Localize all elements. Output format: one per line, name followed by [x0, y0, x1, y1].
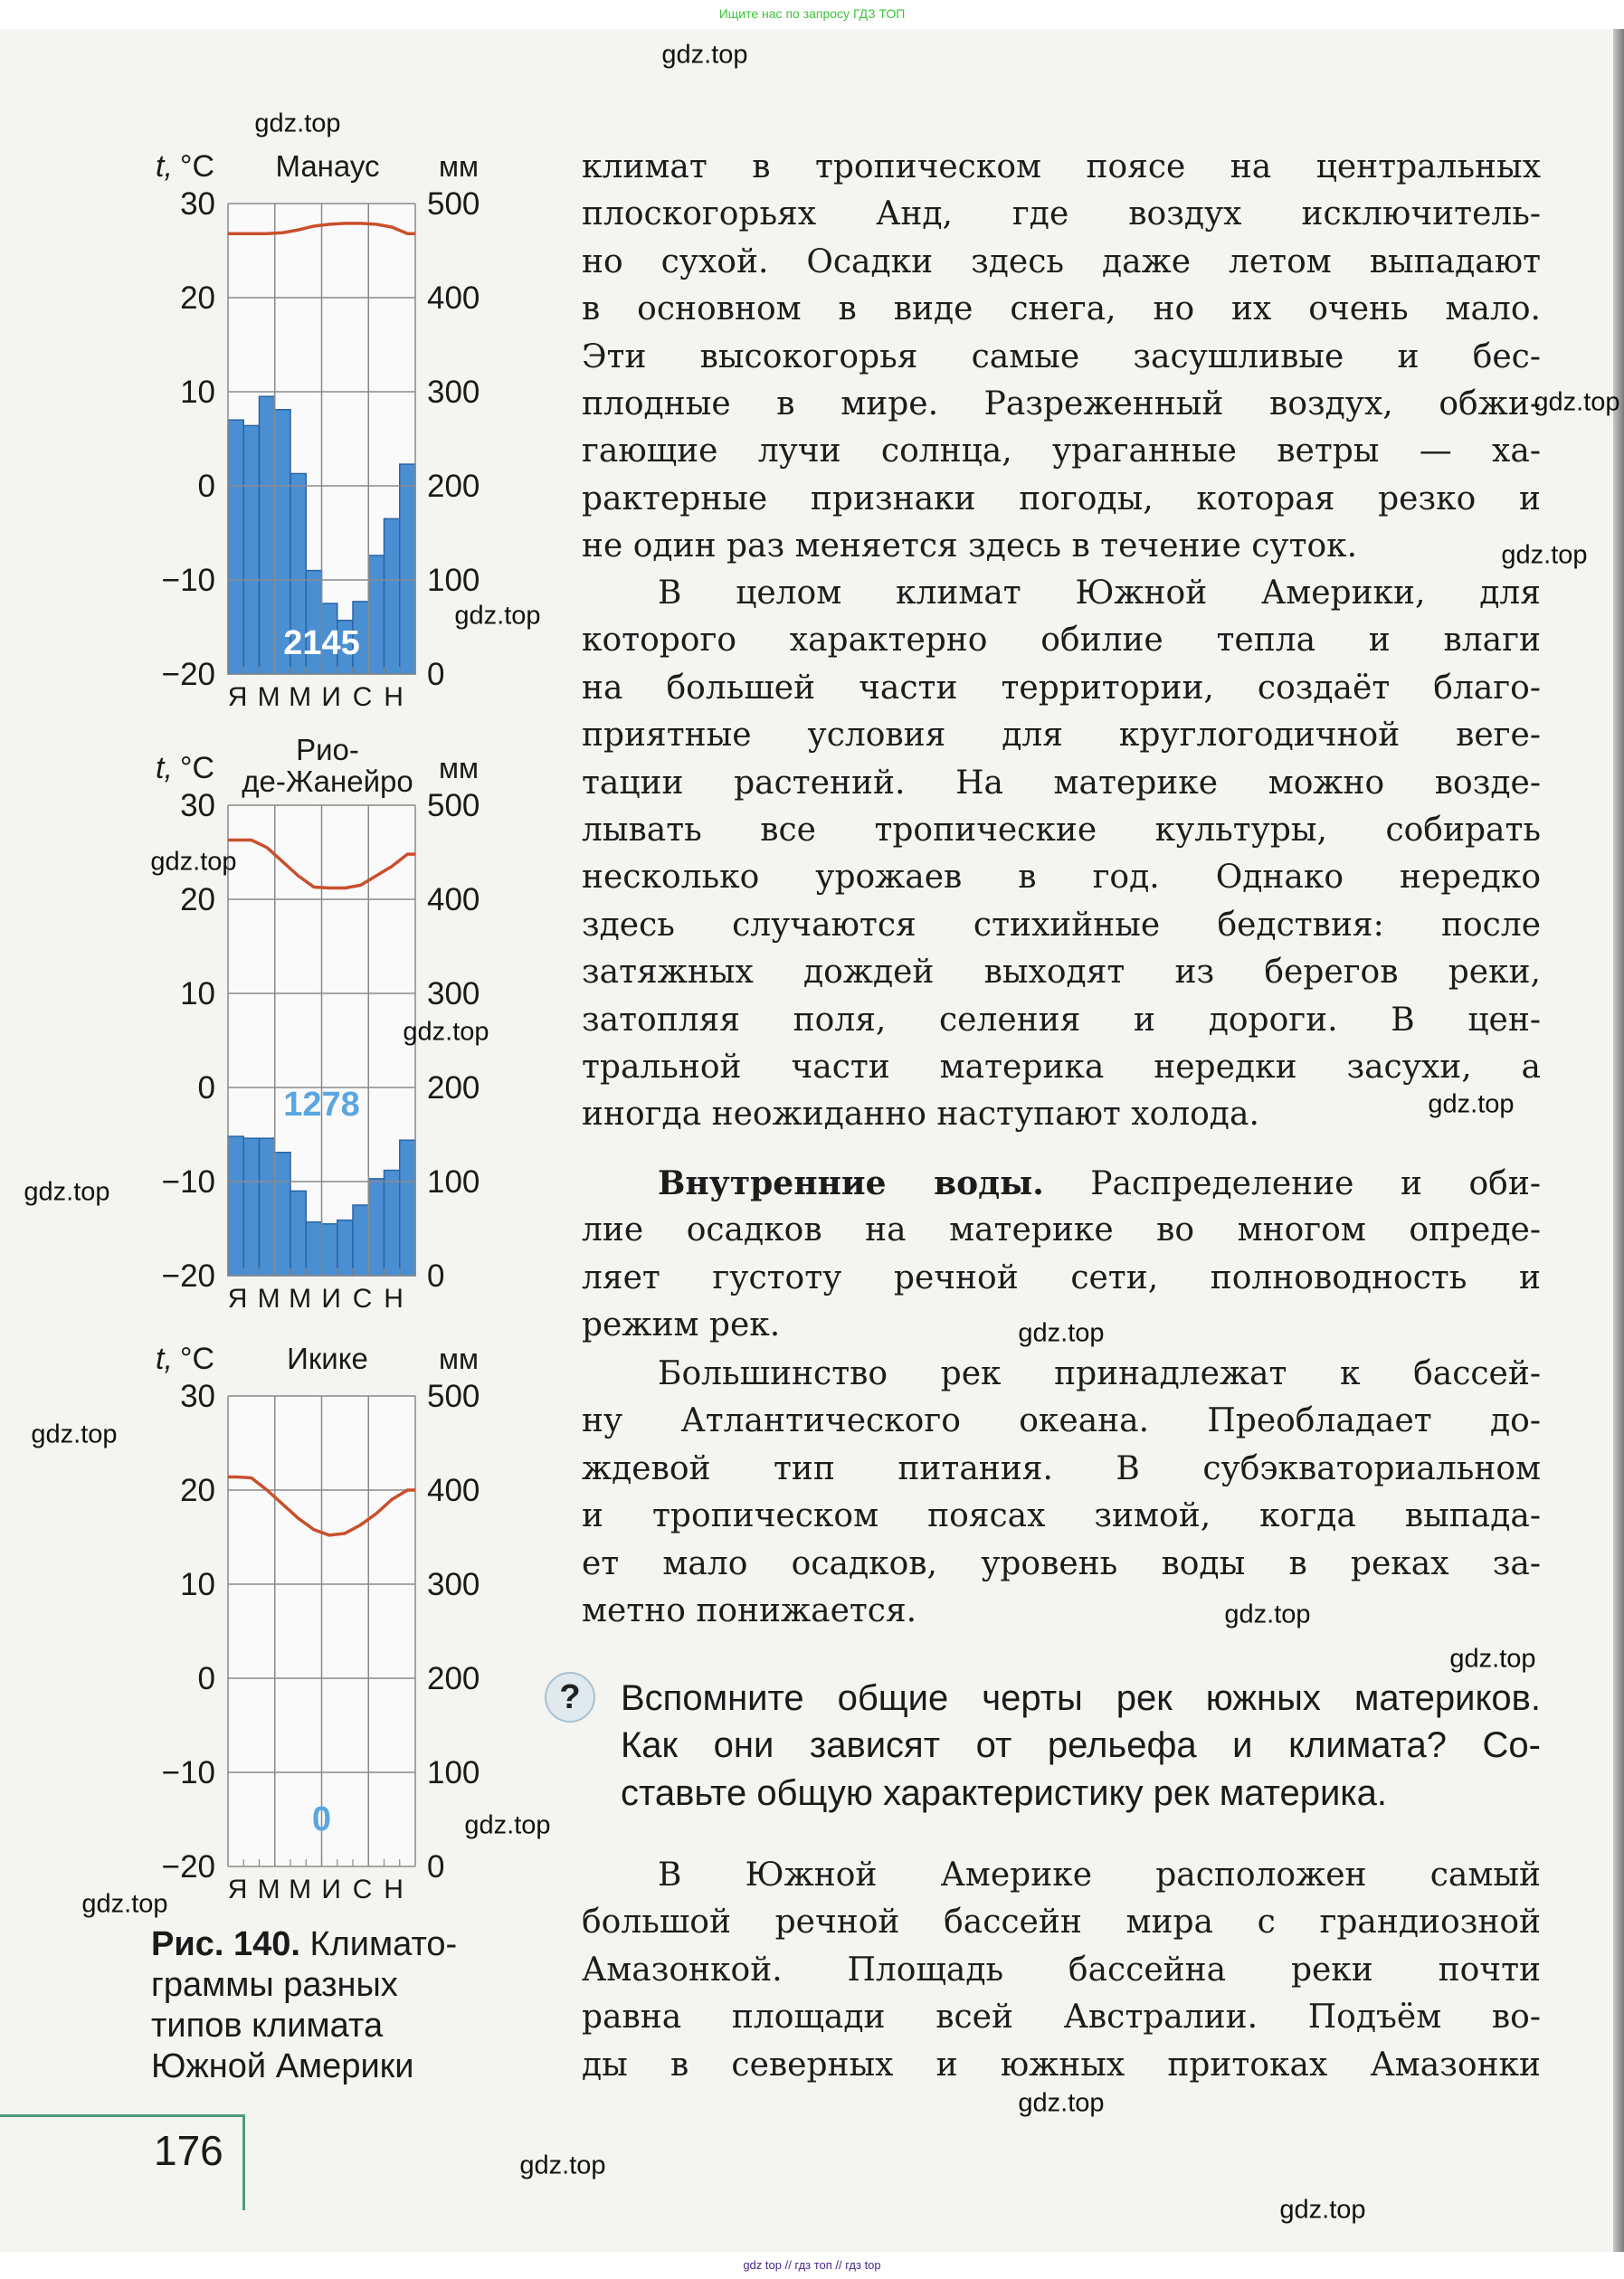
month-label: Н	[384, 682, 404, 712]
precipitation-tick-label: 500	[427, 1379, 480, 1414]
precipitation-bar	[337, 1220, 353, 1276]
watermark: gdz.top	[24, 1177, 110, 1207]
bottom-banner-text: gdz top // гдз топ // гдз top	[743, 2258, 881, 2272]
text-line: Большинство рек принадлежат к бассей-	[658, 1355, 1541, 1392]
precipitation-bar	[306, 1222, 321, 1276]
text-line: которого характерно обилие тепла и влаги	[582, 622, 1541, 660]
axis-unit: °C	[179, 1342, 215, 1376]
month-label: М	[289, 1284, 312, 1314]
precipitation-tick-label: 300	[427, 976, 480, 1011]
precipitation-axis-title: мм	[439, 1343, 479, 1375]
month-label: Я	[227, 1284, 248, 1314]
watermark: gdz.top	[150, 847, 237, 877]
month-label: И	[321, 1875, 341, 1904]
text-line	[582, 1160, 1541, 1207]
annual-precipitation-total: 2145	[283, 624, 360, 662]
precipitation-bar	[260, 396, 275, 674]
temperature-tick-label: −20	[161, 1849, 215, 1885]
precipitation-tick-label: 100	[427, 563, 480, 598]
watermark: gdz.top	[1428, 1089, 1515, 1119]
text-line: равна площади всей Австралии. Подъём во-	[582, 1999, 1541, 2037]
text-line-rest: Распределение и оби-	[1043, 1165, 1541, 1202]
text-line: ждевой тип питания. В субэкваториальном	[582, 1449, 1541, 1487]
axis-symbol: t,	[156, 1342, 173, 1376]
precipitation-tick-label: 400	[427, 1473, 480, 1508]
station-title: Манаус	[275, 149, 380, 183]
precipitation-tick-label: 200	[427, 1070, 480, 1106]
temperature-tick-label: 10	[180, 976, 215, 1011]
watermark: gdz.top	[1534, 387, 1620, 417]
month-label: Н	[384, 1875, 404, 1904]
text-line: Амазонкой. Площадь бассейна реки почти	[582, 1951, 1541, 1989]
text-line: плодные в мире. Разреженный воздух, обжи-	[582, 385, 1541, 423]
month-label: И	[321, 682, 341, 712]
text-line: затяжных дождей выходят из берегов реки,	[582, 954, 1541, 992]
temperature-tick-label: 30	[180, 788, 215, 823]
text-line: тральной части материка нередки засухи, а	[582, 1048, 1541, 1086]
text-line: здесь случаются стихийные бедствия: после	[582, 906, 1541, 944]
text-line: рактерные признаки погоды, которая резко и	[582, 480, 1541, 518]
watermark: gdz.top	[1279, 2195, 1366, 2225]
temperature-tick-label: 30	[180, 186, 215, 222]
precipitation-bar	[400, 464, 415, 674]
watermark: gdz.top	[1018, 1318, 1105, 1348]
paragraph	[582, 570, 1541, 1139]
temperature-tick-label: 0	[197, 469, 215, 504]
annual-precipitation-total: 1278	[283, 1086, 360, 1125]
figure-caption	[151, 1924, 457, 2087]
precipitation-tick-label: 200	[427, 1661, 480, 1696]
precipitation-bar	[275, 1153, 290, 1276]
temperature-tick-label: 10	[180, 1567, 215, 1602]
text-line: в основном в виде снега, но их очень мало.	[582, 290, 1541, 328]
precipitation-bar	[385, 518, 400, 674]
precipitation-tick-label: 100	[427, 1164, 480, 1200]
text-line: ды в северных и южных притоках Амазонки	[582, 2046, 1541, 2084]
top-banner	[0, 0, 1624, 29]
paragraph	[582, 144, 1541, 571]
watermark: gdz.top	[454, 601, 541, 631]
top-banner-text: Ищите нас по запросу ГДЗ ТОП	[718, 6, 906, 21]
text-line: ну Атлантического океана. Преобладает до-	[582, 1402, 1541, 1440]
temperature-axis-title	[156, 1342, 214, 1376]
precipitation-bar	[260, 1138, 275, 1276]
watermark: gdz.top	[1018, 2088, 1105, 2118]
text-line: гающие лучи солнца, ураганные ветры — ха-	[582, 432, 1541, 470]
axis-symbol: t,	[156, 751, 173, 785]
month-label: Н	[384, 1284, 404, 1314]
temperature-axis-title	[156, 149, 214, 184]
question-block	[621, 1676, 1541, 1818]
precipitation-bar	[385, 1171, 400, 1276]
month-label: М	[257, 682, 280, 712]
precipitation-tick-label: 500	[427, 186, 480, 222]
month-label: Я	[227, 1875, 248, 1904]
paragraph	[582, 1351, 1541, 1635]
precipitation-tick-label: 300	[427, 375, 480, 410]
caption-line: Южной Америки	[151, 2047, 414, 2085]
watermark: gdz.top	[1449, 1644, 1536, 1674]
figure-label: Рис. 140.	[151, 1925, 300, 1963]
temperature-tick-label: 0	[197, 1070, 215, 1106]
precipitation-bar	[322, 1224, 337, 1276]
month-label: С	[352, 1875, 373, 1904]
temperature-tick-label: 30	[180, 1379, 215, 1414]
temperature-tick-label: −10	[161, 1164, 215, 1200]
precipitation-tick-label: 500	[427, 788, 480, 823]
precipitation-bar	[228, 1136, 243, 1276]
precipitation-tick-label: 400	[427, 280, 480, 316]
watermark: gdz.top	[464, 1810, 551, 1840]
text-line: не один раз меняется здесь в течение суток.	[582, 527, 1358, 565]
precipitation-tick-label: 0	[427, 1849, 445, 1885]
station-title: Икике	[287, 1342, 368, 1375]
question-line: Как они зависят от рельефа и климата? Со-	[621, 1725, 1541, 1766]
text-line: тации растений. На материке можно возде-	[582, 764, 1541, 802]
text-line: но сухой. Осадки здесь даже летом выпадают	[582, 242, 1541, 280]
axis-unit: °C	[179, 751, 215, 785]
temperature-tick-label: −20	[161, 657, 215, 692]
text-line: В целом климат Южной Америки, для	[658, 574, 1541, 612]
precipitation-bar	[368, 556, 384, 674]
temperature-tick-label: −10	[161, 563, 215, 598]
precipitation-bar	[243, 1138, 259, 1276]
precipitation-tick-label: 300	[427, 1567, 480, 1602]
temperature-tick-label: −20	[161, 1258, 215, 1294]
precipitation-tick-label: 400	[427, 882, 480, 917]
month-label: С	[352, 1284, 373, 1314]
watermark: gdz.top	[31, 1420, 118, 1449]
text-line: иногда неожиданно наступают холода.	[582, 1096, 1259, 1134]
text-line: метно понижается.	[582, 1591, 917, 1629]
watermark: gdz.top	[403, 1017, 489, 1047]
month-label: М	[257, 1875, 280, 1904]
question-mark-icon: ?	[545, 1672, 595, 1723]
text-line: лывать все тропические культуры, собирать	[582, 811, 1541, 849]
text-line: Эти высокогорья самые засушливые и бес-	[582, 337, 1541, 375]
text-line: большой речной бассейн мира с грандиозной	[582, 1904, 1541, 1942]
precipitation-bar	[290, 1191, 306, 1276]
precipitation-bar	[368, 1179, 384, 1276]
section-heading: Внутренние воды.	[658, 1164, 1044, 1202]
text-line: затопляя поля, селения и дороги. В цен-	[582, 1001, 1541, 1039]
precipitation-tick-label: 200	[427, 469, 480, 504]
paragraph	[582, 1852, 1541, 2089]
text-line: климат в тропическом поясе на центральных	[582, 148, 1541, 185]
text-line: несколько урожаев в год. Однако нередко	[582, 859, 1541, 897]
annual-precipitation-total: 0	[311, 1800, 332, 1838]
temperature-tick-label: −10	[161, 1755, 215, 1790]
axis-symbol: t,	[156, 149, 173, 184]
month-label: М	[257, 1284, 280, 1314]
temperature-tick-label: 10	[180, 375, 215, 410]
precipitation-bar	[353, 1205, 368, 1276]
text-line: лие осадков на материке во многом опреде-	[582, 1211, 1541, 1249]
temperature-tick-label: 20	[180, 280, 215, 316]
page-binding-shadow	[1613, 29, 1624, 2252]
question-line: Вспомните общие черты рек южных материков.	[621, 1678, 1541, 1718]
precipitation-bar	[228, 420, 243, 674]
bottom-banner	[0, 2252, 1624, 2279]
month-label: Я	[227, 682, 248, 712]
watermark: gdz.top	[1501, 540, 1588, 570]
month-label: И	[321, 1284, 341, 1314]
caption-line: Климато-	[299, 1925, 458, 1963]
precipitation-tick-label: 0	[427, 1258, 445, 1294]
precipitation-axis-title: мм	[439, 150, 479, 183]
text-line: ет мало осадков, уровень воды в реках за-	[582, 1544, 1541, 1582]
page-number-rule	[242, 2114, 245, 2210]
climatogram-iquique	[136, 1315, 516, 1912]
temperature-tick-label: 20	[180, 882, 215, 917]
page-number-rule	[0, 2114, 244, 2117]
month-label: М	[289, 682, 312, 712]
text-line: на большей части территории, создаёт благо-	[582, 669, 1541, 707]
station-title: Рио-	[296, 733, 359, 766]
temperature-axis-title	[156, 751, 214, 785]
month-label: М	[289, 1875, 312, 1904]
watermark: gdz.top	[81, 1889, 168, 1919]
month-label: С	[352, 682, 373, 712]
text-line: и тропическом поясах зимой, когда выпада-	[582, 1497, 1541, 1535]
station-title: де-Жанейро	[242, 764, 413, 798]
precipitation-bar	[400, 1140, 415, 1276]
watermark: gdz.top	[1224, 1600, 1311, 1629]
climatogram-svg	[136, 1315, 516, 1912]
watermark: gdz.top	[519, 2151, 606, 2180]
watermark: gdz.top	[254, 109, 341, 138]
precipitation-bar	[243, 425, 259, 674]
watermark: gdz.top	[661, 40, 748, 70]
caption-line: граммы разных	[151, 1966, 398, 2004]
text-line: режим рек.	[582, 1306, 781, 1344]
page-number: 176	[154, 2127, 223, 2174]
precipitation-tick-label: 0	[427, 657, 445, 692]
text-line: В Южной Америке расположен самый	[658, 1856, 1541, 1894]
temperature-tick-label: 0	[197, 1661, 215, 1696]
axis-unit: °C	[179, 149, 215, 184]
precipitation-tick-label: 100	[427, 1755, 480, 1790]
text-line: плоскогорьях Анд, где воздух исключитель-	[582, 195, 1541, 233]
question-line: ставьте общую характеристику рек материка.	[621, 1772, 1388, 1813]
text-line: ляет густоту речной сети, полноводность и	[582, 1258, 1541, 1296]
text-line: приятные условия для круглогодичной веге-	[582, 717, 1541, 755]
temperature-tick-label: 20	[180, 1473, 215, 1508]
caption-line: типов климата	[151, 2007, 384, 2045]
precipitation-axis-title: мм	[439, 752, 479, 784]
